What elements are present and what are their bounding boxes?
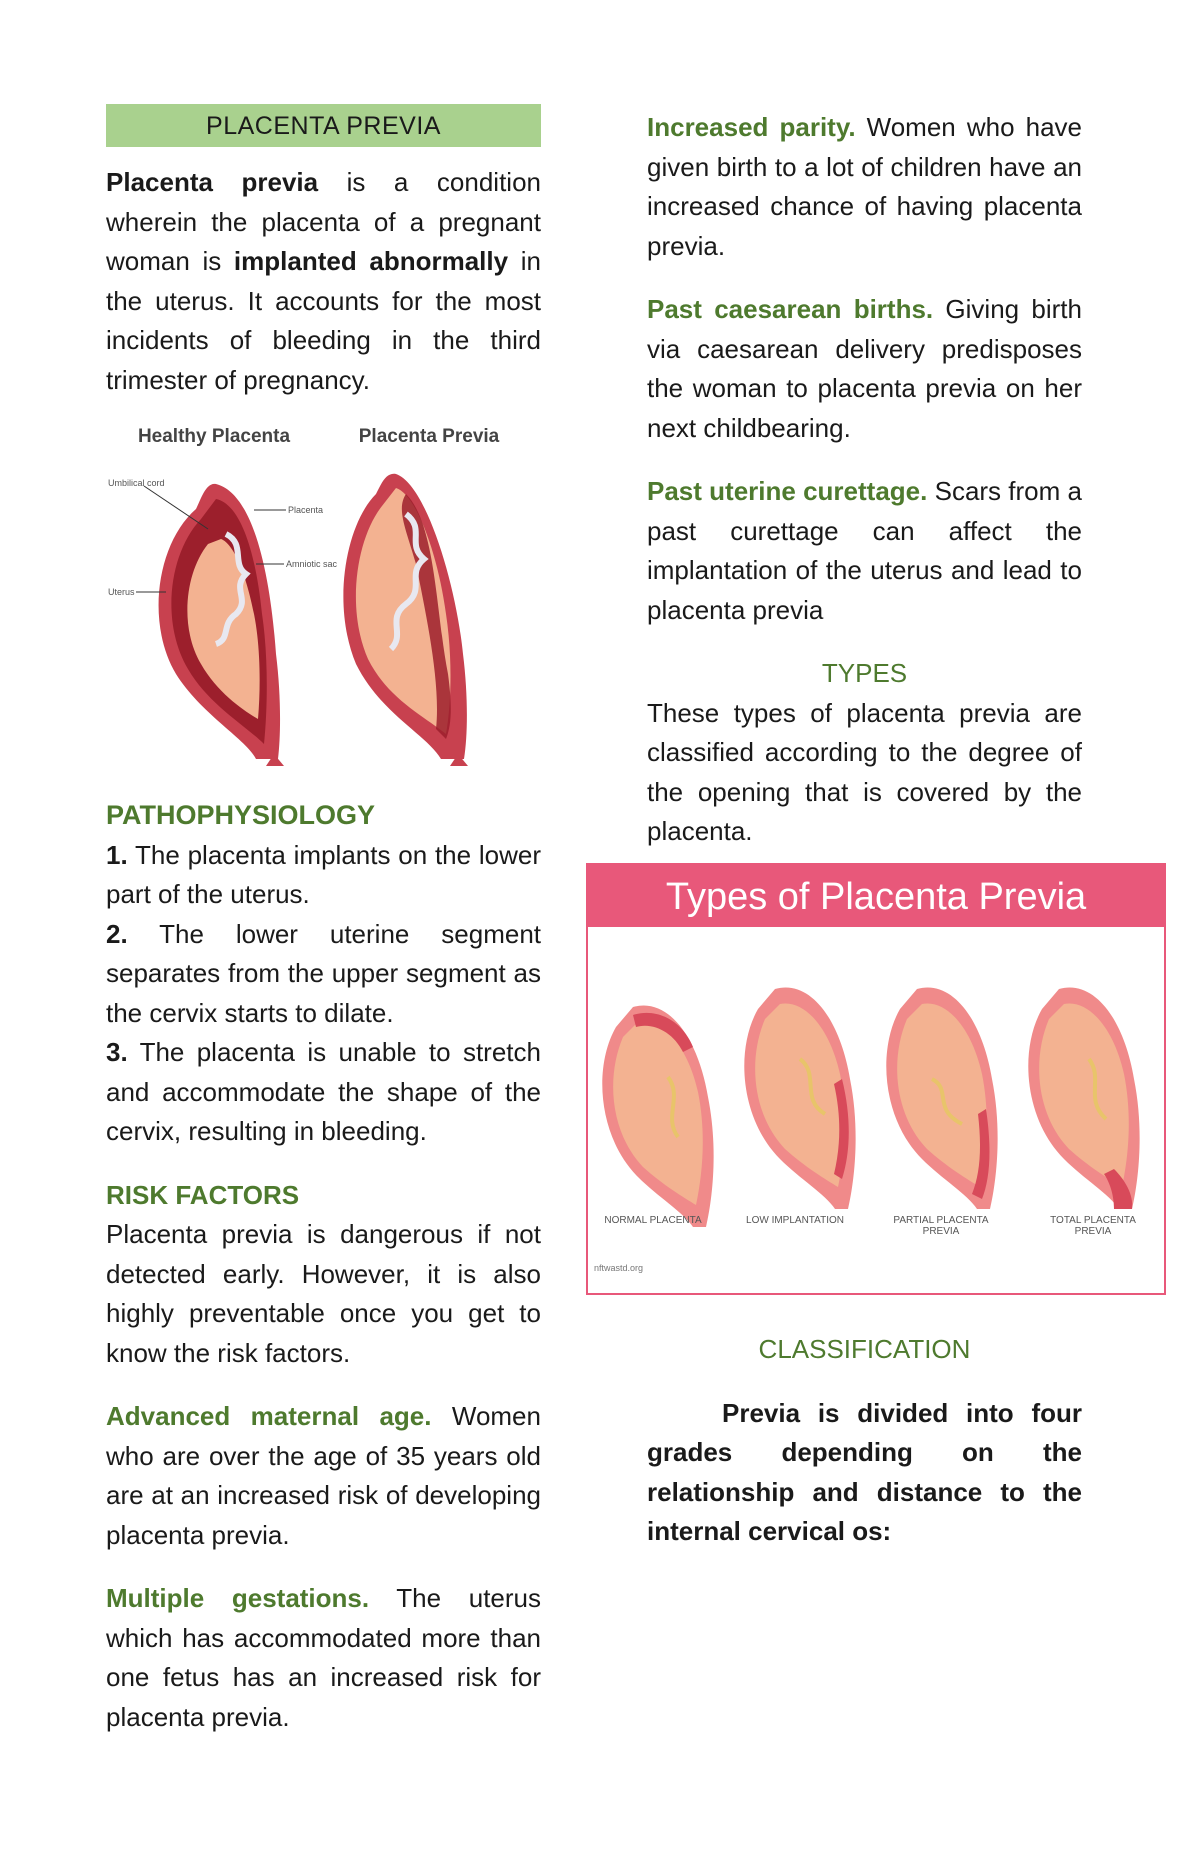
uterus-partial-previa <box>886 987 997 1209</box>
risk-item-maternal-age: Advanced maternal age. Women who are over the age of 35 years old are at an increased risk of developing placenta previa. <box>106 1401 541 1550</box>
intro-paragraph <box>106 163 541 400</box>
types-illustration <box>588 927 1164 1293</box>
intro-bold: implanted abnormally <box>233 246 509 276</box>
pathophysiology-heading: PATHOPHYSIOLOGY <box>106 800 376 830</box>
intro-text-c: in the uterus. It accounts for the most incidents of bleeding in the third trimester of pregnancy. <box>106 246 541 395</box>
patho-step-1: 1. The placenta implants on the lower part of the uterus. <box>106 839 541 909</box>
classification-paragraph: Previa is divided into four grades depending on the relationship and distance to the internal cervical os: <box>647 1397 1082 1546</box>
risk-factors-heading: RISK FACTORS <box>106 1179 300 1210</box>
classification-heading: CLASSIFICATION <box>758 1334 971 1364</box>
uterus-low-implantation <box>744 987 855 1209</box>
risk-intro: Placenta previa is dangerous if not detected early. However, it is also highly preventable once you get to know the risk factors. <box>106 1219 541 1368</box>
previa-uterus-drawing <box>343 474 468 766</box>
figure-title: Types of Placenta Previa <box>588 865 1164 927</box>
label-total: TOTAL PLACENTA PREVIA <box>1050 1215 1136 1237</box>
right-column <box>647 108 1082 852</box>
left-column <box>106 104 541 1737</box>
uterus-total-previa <box>1028 987 1139 1209</box>
callout-uterus: Uterus <box>108 587 135 597</box>
label-low-implantation: LOW IMPLANTATION <box>746 1215 844 1226</box>
risk-item-parity: Increased parity. Women who have given birth to a lot of children have an increased chance of having placenta previa. <box>647 112 1082 261</box>
callout-umbilical-cord: Umbilical cord <box>108 478 165 488</box>
placenta-illustration <box>106 414 541 766</box>
risk-item-caesarean: Past caesarean births. Giving birth via caesarean delivery predisposes the woman to placenta previa on her next childbearing. <box>647 294 1082 443</box>
patho-step-2: 2. The lower uterine segment separates from the upper segment as the cervix starts to dilate. <box>106 918 541 1028</box>
figure-source: nftwastd.org <box>594 1263 644 1273</box>
label-normal: NORMAL PLACENTA <box>604 1215 702 1226</box>
uterus-normal <box>602 1005 713 1227</box>
intro-text-a: is a condition wherein the placenta of a pregnant woman is <box>106 167 542 276</box>
risk-item-curettage: Past uterine curettage. Scars from a past curettage can affect the implantation of the uterus and lead to placenta previa <box>647 476 1083 625</box>
healthy-uterus-drawing <box>159 484 284 766</box>
label-placenta-previa: Placenta Previa <box>358 426 500 447</box>
page-title: PLACENTA PREVIA <box>106 104 541 147</box>
types-paragraph: These types of placenta previa are classified according to the degree of the opening that is covered by the placenta. <box>647 697 1082 846</box>
classification-section <box>647 1330 1082 1552</box>
risk-item-multiple-gestations: Multiple gestations. The uterus which has accommodated more than one fetus has an increased risk for placenta previa. <box>106 1583 541 1732</box>
callout-amniotic-sac: Amniotic sac <box>286 559 338 569</box>
label-partial: PARTIAL PLACENTA PREVIA <box>893 1215 989 1237</box>
types-heading: TYPES <box>821 658 908 688</box>
patho-step-3: 3. The placenta is unable to stretch and accommodate the shape of the cervix, resulting in bleeding. <box>106 1037 541 1146</box>
label-healthy-placenta: Healthy Placenta <box>137 426 291 447</box>
callout-placenta: Placenta <box>288 505 324 515</box>
types-of-placenta-previa-figure <box>586 863 1166 1295</box>
intro-term: Placenta previa <box>106 167 319 197</box>
healthy-vs-previa-figure <box>106 414 541 766</box>
